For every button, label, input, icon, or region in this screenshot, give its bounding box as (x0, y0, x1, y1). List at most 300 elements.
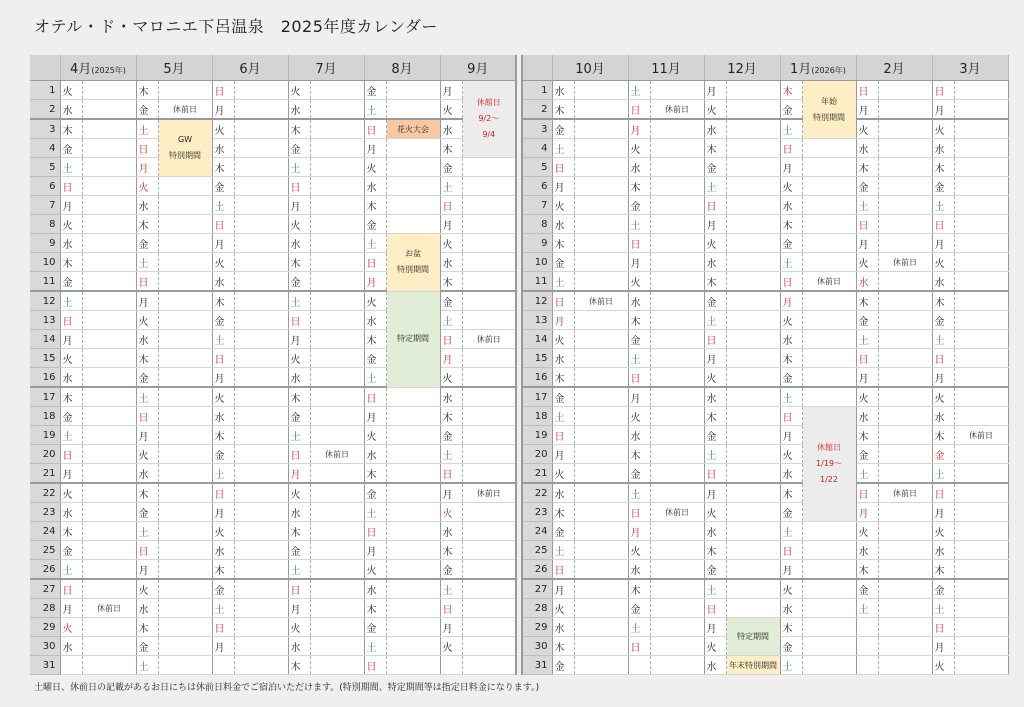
weekday-cell: 日 (212, 81, 234, 100)
weekday-cell: 火 (704, 368, 726, 388)
weekday-cell: 木 (780, 81, 802, 100)
weekday-cell: 火 (364, 426, 386, 445)
note-empty (310, 100, 364, 120)
weekday-cell: 土 (288, 158, 310, 177)
note-empty (158, 618, 212, 637)
weekday-cell: 金 (856, 177, 878, 196)
note-empty (574, 368, 628, 388)
weekday-cell: 土 (136, 253, 158, 272)
calendar-row (30, 579, 1008, 599)
note-line: お盆 (405, 249, 421, 259)
month-header: 10月 (552, 55, 628, 81)
note-cell (386, 291, 440, 387)
note-empty (574, 656, 628, 675)
weekday-cell: 火 (552, 464, 574, 484)
weekday-cell: 日 (932, 618, 954, 637)
weekday-cell: 土 (288, 560, 310, 580)
note-empty (878, 158, 932, 177)
weekday-cell: 水 (60, 234, 82, 253)
note-line: 1/22 (820, 475, 838, 484)
note-cell (878, 253, 932, 272)
weekday-cell: 月 (136, 426, 158, 445)
day-number: 25 (522, 541, 552, 560)
note-empty (878, 311, 932, 330)
calendar-row (30, 464, 1008, 484)
note-empty (158, 272, 212, 292)
note-empty (234, 445, 288, 464)
weekday-cell: 金 (932, 177, 954, 196)
weekday-cell: 日 (60, 177, 82, 196)
day-number: 20 (522, 445, 552, 464)
note-empty (462, 177, 516, 196)
note-empty (158, 330, 212, 349)
weekday-cell: 土 (932, 196, 954, 215)
note-empty (462, 503, 516, 522)
weekday-cell: 土 (136, 656, 158, 675)
weekday-cell: 木 (288, 387, 310, 407)
weekday-cell: 月 (856, 368, 878, 388)
note-empty (574, 445, 628, 464)
weekday-cell: 火 (60, 483, 82, 503)
weekday-cell: 金 (60, 139, 82, 158)
weekday-cell: 月 (440, 215, 462, 234)
weekday-cell: 土 (856, 330, 878, 349)
weekday-cell: 日 (212, 215, 234, 234)
weekday-cell: 金 (136, 503, 158, 522)
weekday-cell: 土 (60, 426, 82, 445)
weekday-cell: 土 (628, 618, 650, 637)
weekday-cell: 水 (780, 196, 802, 215)
weekday-cell: 火 (552, 330, 574, 349)
month-header: 6月 (212, 55, 288, 81)
weekday-cell: 水 (288, 637, 310, 656)
note-empty (954, 407, 1008, 426)
weekday-cell: 土 (212, 599, 234, 618)
weekday-cell: 水 (932, 272, 954, 292)
note-empty (726, 100, 780, 120)
weekday-cell: 火 (628, 139, 650, 158)
weekday-cell: 火 (856, 119, 878, 139)
note-empty (954, 234, 1008, 253)
weekday-cell: 日 (440, 464, 462, 484)
note-empty (82, 330, 136, 349)
day-number: 1 (522, 81, 552, 100)
note-cell (574, 291, 628, 311)
weekday-cell: 金 (628, 599, 650, 618)
weekday-cell: 水 (780, 464, 802, 484)
weekday-cell: 金 (704, 158, 726, 177)
note-empty (802, 541, 856, 560)
note-empty (82, 407, 136, 426)
note-empty (234, 503, 288, 522)
note-cell (878, 483, 932, 503)
note-empty (82, 387, 136, 407)
weekday-cell: 日 (552, 291, 574, 311)
note-empty (82, 637, 136, 656)
note-empty (82, 541, 136, 560)
month-header: 3月 (932, 55, 1008, 81)
note-cell (158, 119, 212, 177)
note-empty (802, 234, 856, 253)
note-empty (574, 407, 628, 426)
note-empty (802, 330, 856, 349)
note-line: 休前日 (589, 296, 613, 306)
weekday-cell: 木 (364, 599, 386, 618)
day-number-header (522, 55, 552, 81)
note-empty (650, 119, 704, 139)
weekday-cell (856, 637, 878, 656)
calendar-row (30, 272, 1008, 292)
note-empty (574, 522, 628, 541)
weekday-cell: 土 (552, 139, 574, 158)
weekday-cell: 金 (136, 637, 158, 656)
note-line: 休前日 (817, 276, 841, 286)
day-number: 14 (30, 330, 60, 349)
weekday-cell: 土 (364, 100, 386, 120)
weekday-cell: 火 (136, 177, 158, 196)
weekday-cell: 月 (780, 426, 802, 445)
weekday-cell: 月 (704, 349, 726, 368)
calendar-row (30, 503, 1008, 522)
weekday-cell: 火 (628, 272, 650, 292)
weekday-cell: 金 (780, 368, 802, 388)
day-number: 3 (30, 119, 60, 139)
weekday-cell: 火 (932, 387, 954, 407)
note-empty (234, 464, 288, 484)
weekday-cell: 金 (932, 311, 954, 330)
weekday-cell: 金 (628, 464, 650, 484)
note-empty (158, 445, 212, 464)
note-empty (158, 311, 212, 330)
weekday-cell: 日 (212, 483, 234, 503)
weekday-cell: 月 (932, 234, 954, 253)
weekday-cell: 土 (60, 158, 82, 177)
note-empty (650, 349, 704, 368)
note-empty (878, 177, 932, 196)
note-line: 特別期間 (813, 112, 845, 122)
weekday-cell: 土 (288, 291, 310, 311)
weekday-cell: 金 (932, 579, 954, 599)
note-empty (954, 119, 1008, 139)
note-empty (234, 656, 288, 675)
weekday-cell: 金 (552, 522, 574, 541)
weekday-cell: 火 (136, 579, 158, 599)
weekday-cell: 土 (364, 368, 386, 388)
note-empty (650, 253, 704, 272)
note-empty (158, 196, 212, 215)
note-empty (726, 253, 780, 272)
note-empty (878, 618, 932, 637)
note-empty (462, 407, 516, 426)
note-empty (234, 234, 288, 253)
note-empty (726, 330, 780, 349)
note-empty (802, 368, 856, 388)
note-empty (878, 503, 932, 522)
note-empty (310, 426, 364, 445)
day-number: 29 (30, 618, 60, 637)
note-empty (310, 503, 364, 522)
weekday-cell: 水 (932, 139, 954, 158)
note-empty (234, 81, 288, 100)
note-empty (574, 541, 628, 560)
note-cell (802, 272, 856, 292)
calendar-row (30, 177, 1008, 196)
weekday-cell: 金 (60, 272, 82, 292)
day-number: 16 (30, 368, 60, 388)
note-empty (954, 253, 1008, 272)
note-empty (82, 464, 136, 484)
weekday-cell: 水 (440, 253, 462, 272)
note-empty (82, 311, 136, 330)
weekday-cell: 木 (212, 426, 234, 445)
note-empty (726, 407, 780, 426)
note-empty (650, 426, 704, 445)
note-empty (310, 158, 364, 177)
weekday-cell: 木 (932, 560, 954, 580)
note-empty (726, 119, 780, 139)
weekday-cell: 土 (856, 464, 878, 484)
note-empty (158, 368, 212, 388)
note-empty (310, 560, 364, 580)
calendar-row (30, 100, 1008, 120)
day-number: 11 (522, 272, 552, 292)
note-empty (158, 291, 212, 311)
note-empty (878, 100, 932, 120)
note-line: 休前日 (173, 104, 197, 114)
note-empty (574, 483, 628, 503)
weekday-cell: 月 (212, 368, 234, 388)
note-empty (650, 139, 704, 158)
note-empty (802, 177, 856, 196)
weekday-cell: 金 (364, 349, 386, 368)
weekday-cell: 日 (552, 560, 574, 580)
note-empty (386, 177, 440, 196)
note-line: 休前日 (665, 104, 689, 114)
weekday-cell: 日 (440, 196, 462, 215)
note-empty (726, 387, 780, 407)
note-empty (954, 387, 1008, 407)
day-number: 7 (522, 196, 552, 215)
weekday-cell: 月 (856, 503, 878, 522)
day-number: 8 (522, 215, 552, 234)
weekday-cell: 木 (552, 368, 574, 388)
weekday-cell: 金 (704, 560, 726, 580)
day-number: 17 (30, 387, 60, 407)
note-empty (82, 119, 136, 139)
note-empty (462, 215, 516, 234)
note-empty (726, 177, 780, 196)
note-empty (234, 579, 288, 599)
note-line: 休前日 (325, 449, 349, 459)
weekday-cell: 水 (704, 522, 726, 541)
day-number: 31 (522, 656, 552, 675)
weekday-cell: 土 (212, 464, 234, 484)
note-empty (310, 311, 364, 330)
weekday-cell: 木 (628, 311, 650, 330)
weekday-cell: 木 (440, 407, 462, 426)
note-empty (650, 656, 704, 675)
note-empty (158, 177, 212, 196)
month-header: 9月 (440, 55, 516, 81)
weekday-cell: 火 (60, 81, 82, 100)
weekday-cell: 金 (288, 407, 310, 426)
note-empty (650, 579, 704, 599)
note-empty (954, 368, 1008, 388)
note-empty (234, 637, 288, 656)
note-empty (954, 656, 1008, 675)
day-number: 7 (30, 196, 60, 215)
weekday-cell: 木 (628, 445, 650, 464)
weekday-cell: 月 (780, 158, 802, 177)
weekday-cell: 土 (60, 291, 82, 311)
weekday-cell: 木 (136, 483, 158, 503)
weekday-cell: 金 (552, 387, 574, 407)
note-empty (726, 158, 780, 177)
weekday-cell: 金 (440, 426, 462, 445)
note-cell (386, 119, 440, 139)
note-empty (802, 387, 856, 407)
note-empty (386, 503, 440, 522)
weekday-cell: 木 (932, 426, 954, 445)
day-number: 30 (30, 637, 60, 656)
note-empty (386, 426, 440, 445)
weekday-cell: 木 (440, 272, 462, 292)
weekday-cell: 水 (288, 234, 310, 253)
note-cell (462, 330, 516, 349)
note-empty (954, 483, 1008, 503)
weekday-cell: 木 (212, 158, 234, 177)
note-empty (802, 349, 856, 368)
note-empty (158, 464, 212, 484)
weekday-cell: 金 (780, 637, 802, 656)
weekday-cell: 水 (440, 522, 462, 541)
weekday-cell: 水 (552, 215, 574, 234)
weekday-cell: 日 (440, 599, 462, 618)
day-number: 16 (522, 368, 552, 388)
weekday-cell: 月 (212, 503, 234, 522)
weekday-cell: 木 (136, 81, 158, 100)
note-empty (310, 349, 364, 368)
weekday-cell: 木 (288, 119, 310, 139)
note-empty (462, 234, 516, 253)
weekday-cell: 火 (704, 503, 726, 522)
note-empty (650, 196, 704, 215)
weekday-cell: 火 (60, 618, 82, 637)
note-empty (310, 215, 364, 234)
weekday-cell: 木 (780, 483, 802, 503)
note-empty (462, 618, 516, 637)
weekday-cell: 月 (60, 196, 82, 215)
weekday-cell: 水 (212, 407, 234, 426)
weekday-cell: 日 (288, 177, 310, 196)
note-cell (954, 426, 1008, 445)
note-empty (878, 656, 932, 675)
note-empty (954, 330, 1008, 349)
weekday-cell: 木 (60, 387, 82, 407)
weekday-cell: 土 (704, 311, 726, 330)
weekday-cell: 木 (856, 291, 878, 311)
day-number: 2 (30, 100, 60, 120)
note-empty (234, 522, 288, 541)
note-empty (726, 291, 780, 311)
note-empty (82, 177, 136, 196)
weekday-cell: 金 (856, 311, 878, 330)
day-number: 4 (522, 139, 552, 158)
note-empty (574, 579, 628, 599)
note-empty (878, 81, 932, 100)
note-empty (954, 503, 1008, 522)
note-empty (574, 503, 628, 522)
note-empty (82, 522, 136, 541)
day-number: 21 (30, 464, 60, 484)
note-empty (726, 503, 780, 522)
weekday-cell: 金 (628, 196, 650, 215)
weekday-cell: 木 (136, 349, 158, 368)
weekday-cell (60, 656, 82, 675)
day-number: 10 (30, 253, 60, 272)
weekday-cell: 土 (364, 234, 386, 253)
weekday-cell: 火 (628, 407, 650, 426)
weekday-cell: 木 (60, 253, 82, 272)
day-number: 11 (30, 272, 60, 292)
weekday-cell: 金 (440, 291, 462, 311)
note-empty (82, 215, 136, 234)
weekday-cell: 月 (704, 483, 726, 503)
note-empty (878, 272, 932, 292)
note-empty (878, 387, 932, 407)
weekday-cell: 金 (780, 100, 802, 120)
note-empty (462, 158, 516, 177)
calendar-row (30, 368, 1008, 388)
note-empty (82, 445, 136, 464)
weekday-cell: 月 (440, 618, 462, 637)
weekday-cell: 日 (60, 579, 82, 599)
note-empty (802, 196, 856, 215)
weekday-cell: 土 (440, 177, 462, 196)
note-empty (802, 522, 856, 541)
note-line: 9/4 (482, 130, 496, 139)
note-empty (574, 100, 628, 120)
note-empty (650, 483, 704, 503)
weekday-cell: 土 (628, 81, 650, 100)
weekday-cell: 日 (856, 349, 878, 368)
weekday-cell: 水 (628, 560, 650, 580)
weekday-cell: 水 (288, 503, 310, 522)
weekday-cell: 火 (780, 311, 802, 330)
weekday-cell: 木 (628, 579, 650, 599)
weekday-cell: 月 (440, 81, 462, 100)
note-empty (954, 445, 1008, 464)
weekday-cell: 日 (780, 272, 802, 292)
weekday-cell: 水 (364, 445, 386, 464)
note-empty (462, 522, 516, 541)
note-empty (234, 426, 288, 445)
weekday-cell: 土 (440, 445, 462, 464)
weekday-cell: 水 (60, 100, 82, 120)
note-empty (878, 119, 932, 139)
note-empty (158, 234, 212, 253)
calendar-row (30, 119, 1008, 139)
weekday-cell: 木 (136, 618, 158, 637)
weekday-cell: 火 (440, 503, 462, 522)
calendar-row (30, 81, 1008, 100)
weekday-cell: 日 (552, 158, 574, 177)
note-empty (310, 579, 364, 599)
calendar-row (30, 522, 1008, 541)
note-empty (386, 560, 440, 580)
day-number: 9 (522, 234, 552, 253)
day-number: 3 (522, 119, 552, 139)
